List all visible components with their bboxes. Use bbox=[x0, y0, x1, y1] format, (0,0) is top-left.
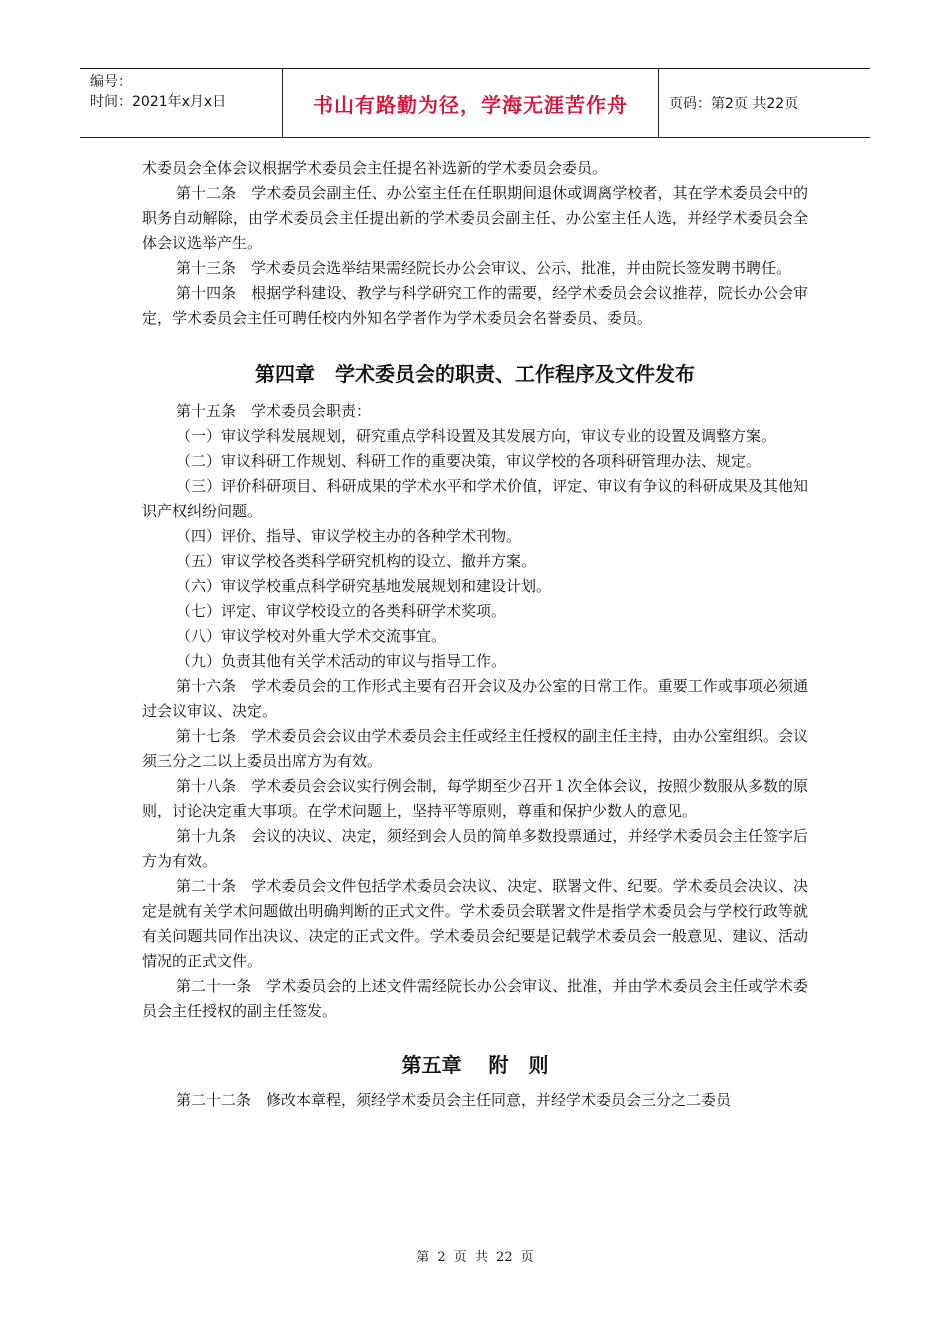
article-18: 第十八条 学术委员会会议实行例会制，每学期至少召开１次全体会议，按照少数服从多数的原则，讨论决定重大事项。在学术问题上，坚持平等原则，尊重和保护少数人的意见。 bbox=[142, 777, 808, 820]
article-17: 第十七条 学术委员会会议由学术委员会主任或经主任授权的副主任主持，由办公室组织。会议须三分之二以上委员出席方为有效。 bbox=[142, 727, 808, 770]
doc-number-label: 编号： bbox=[90, 74, 132, 90]
list-item: （四）评价、指导、审议学校主办的各种学术刊物。 bbox=[176, 527, 522, 545]
article-12: 第十二条 学术委员会副主任、办公室主任在任职期间退休或调离学校者，其在学术委员会中的职务自动解除，由学术委员会主任提出新的学术委员会副主任、办公室主任人选，并经学术委员会全体会议选举产生。 bbox=[142, 184, 808, 252]
article-21: 第二十一条 学术委员会的上述文件需经院长办公会审议、批准，并由学术委员会主任或学术委员会主任授权的副主任签发。 bbox=[142, 977, 808, 1020]
header-motto: 书山有路勤为径，学海无涯苦作舟 bbox=[282, 69, 659, 137]
list-item: （八）审议学校对外重大学术交流事宜。 bbox=[176, 627, 447, 645]
list-item: （七）评定、审议学校设立的各类科研学术奖项。 bbox=[176, 602, 507, 620]
list-item: （六）审议学校重点科学研究基地发展规划和建设计划。 bbox=[176, 577, 552, 595]
page-footer: 第 2 页 共 22 页 bbox=[416, 1250, 534, 1265]
header-page-number: 页码：第2页 共22页 bbox=[669, 96, 799, 112]
list-item: （二）审议科研工作规划、科研工作的重要决策，审议学校的各项科研管理办法、规定。 bbox=[176, 452, 762, 470]
chapter-5-heading: 第五章 附 则 bbox=[401, 1053, 549, 1077]
doc-date-label: 时间：2021年x月x日 bbox=[90, 94, 227, 110]
list-item: （九）负责其他有关学术活动的审议与指导工作。 bbox=[176, 652, 507, 670]
page-header bbox=[80, 68, 870, 138]
article-19: 第十九条 会议的决议、决定，须经到会人员的简单多数投票通过，并经学术委员会主任签字后方为有效。 bbox=[142, 827, 808, 870]
list-item: （三）评价科研项目、科研成果的学术水平和学术价值，评定、审议有争议的科研成果及其他知识产权纠纷问题。 bbox=[142, 477, 808, 520]
article-15: 第十五条 学术委员会职责： bbox=[176, 402, 372, 420]
header-meta bbox=[80, 69, 282, 137]
paragraph: 术委员会全体会议根据学术委员会主任提名补选新的学术委员会委员。 bbox=[142, 159, 608, 177]
article-22: 第二十二条 修改本章程，须经学术委员会主任同意，并经学术委员会三分之二委员 bbox=[176, 1091, 732, 1109]
list-item: （一）审议学科发展规划，研究重点学科设置及其发展方向，审议专业的设置及调整方案。 bbox=[176, 427, 777, 445]
chapter-4-heading: 第四章 学术委员会的职责、工作程序及文件发布 bbox=[255, 362, 695, 386]
article-16: 第十六条 学术委员会的工作形式主要有召开会议及办公室的日常工作。重要工作或事项必须通过会议审议、决定。 bbox=[142, 677, 808, 720]
list-item: （五）审议学校各类科学研究机构的设立、撤并方案。 bbox=[176, 552, 537, 570]
article-13: 第十三条 学术委员会选举结果需经院长办公会审议、公示、批准，并由院长签发聘书聘任。 bbox=[176, 259, 792, 277]
document-body bbox=[142, 156, 808, 1113]
article-20: 第二十条 学术委员会文件包括学术委员会决议、决定、联署文件、纪要。学术委员会决议、决定是就有关学术问题做出明确判断的正式文件。学术委员会联署文件是指学术委员会与学校行政等就有关问题共同作出决议、决定的正式文件。学术委员会纪要是记载学术委员会一般意见、建议、活动情况的正式文件。 bbox=[142, 877, 808, 970]
article-14: 第十四条 根据学科建设、教学与科学研究工作的需要，经学术委员会会议推荐，院长办公会审定，学术委员会主任可聘任校内外知名学者作为学术委员会名誉委员、委员。 bbox=[142, 284, 808, 327]
